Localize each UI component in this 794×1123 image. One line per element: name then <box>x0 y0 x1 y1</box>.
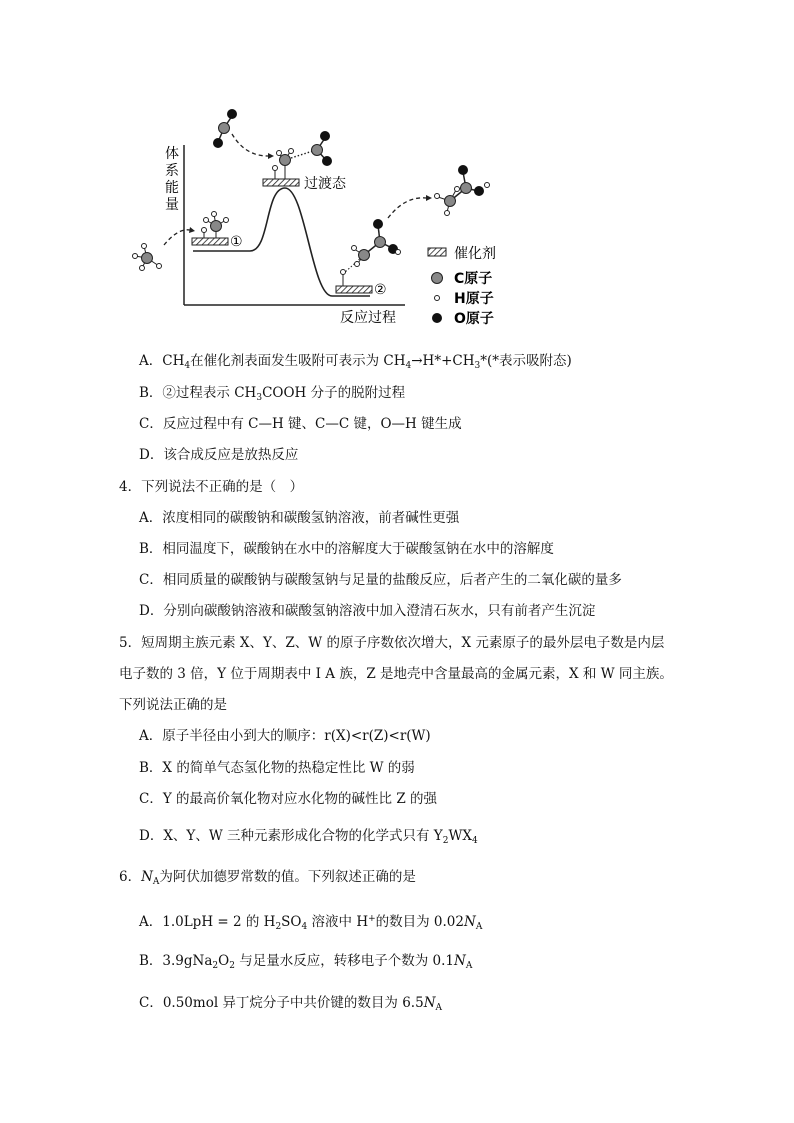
q5-stem-line-1: 5．短周期主族元素 X、Y、Z、W 的原子序数依次增大，X 元素原子的最外层电子数是内层 <box>119 635 665 651</box>
x-axis-label: 反应过程 <box>340 310 396 326</box>
y-axis-label-char: 系 <box>165 163 179 179</box>
subscript: 2 <box>212 961 219 971</box>
legend-o-label: O原子 <box>454 311 494 327</box>
subscript: A <box>435 1003 442 1013</box>
subscript: 4 <box>301 922 308 932</box>
q4-option-c: C．相同质量的碳酸钠与碳酸氢钠与足量的盐酸反应，后者产生的二氧化碳的量多 <box>139 572 622 588</box>
q3-a-text: 在催化剂表面发生吸附可表示为 CH <box>190 353 406 369</box>
q3-option-d: D．该合成反应是放热反应 <box>139 447 299 463</box>
subscript: 3 <box>474 361 481 371</box>
y-axis-label <box>165 145 179 213</box>
q3-a-text: A．CH <box>139 353 185 369</box>
q3-option-a <box>139 352 572 375</box>
co2-molecule <box>213 109 237 148</box>
subscript: 2 <box>229 961 235 971</box>
arrow-path-2 <box>232 134 268 156</box>
legend-h-swatch <box>435 296 440 301</box>
step2-label: ② <box>374 282 387 298</box>
q5-option-a: A．原子半径由小到大的顺序：r(X)<r(Z)<r(W) <box>139 728 431 744</box>
legend-catalyst-label: 催化剂 <box>454 246 496 262</box>
q6-option-b <box>139 952 472 975</box>
subscript: 2 <box>275 922 282 932</box>
step1-label: ① <box>230 234 243 250</box>
subscript: 4 <box>471 836 478 846</box>
q3-b-text: B．②过程表示 CH <box>139 385 257 401</box>
energy-diagram <box>120 100 520 336</box>
arrow-path-3 <box>388 198 426 218</box>
y-axis-label-char: 量 <box>165 197 179 213</box>
q3-option-c: C．反应过程中有 C—H 键、C—C 键，O—H 键生成 <box>139 416 462 432</box>
subscript: 3 <box>256 393 263 403</box>
q3-a-text: *(*表示吸附态) <box>480 353 572 369</box>
catalyst-plate-ts <box>263 179 299 186</box>
y-axis-label-char: 体 <box>165 146 179 162</box>
q6-stem-text: 6． <box>119 869 142 885</box>
q6-a-text: SO <box>281 914 302 930</box>
avogadro-symbol: N <box>141 869 153 885</box>
transition-state-species <box>273 131 333 179</box>
q4-option-d: D．分别向碳酸钠溶液和碳酸氢钠溶液中加入澄清石灰水，只有前者产生沉淀 <box>139 603 596 619</box>
q5-option-c: C．Y 的最高价氧化物对应水化物的碱性比 Z 的强 <box>139 791 437 807</box>
adsorbed-acetic-acid <box>341 219 401 286</box>
catalyst-plate-1 <box>192 238 228 245</box>
q6-b-text: O <box>218 953 230 969</box>
q5-stem-line-3: 下列说法正确的是 <box>119 697 227 713</box>
legend-catalyst-swatch <box>428 248 446 256</box>
q5-stem-line-2: 电子数的 3 倍，Y 位于周期表中 I A 族，Z 是地壳中含量最高的金属元素，X 和 W 同主族。 <box>119 666 673 682</box>
q6-option-c <box>139 994 442 1017</box>
q3-option-b <box>139 384 405 407</box>
q6-stem-text: 为阿伏加德罗常数的值。下列叙述正确的是 <box>159 869 416 885</box>
catalyst-plate-2 <box>336 286 372 293</box>
arrow-head-3 <box>426 195 432 201</box>
q6-b-text: 与足量水反应，转移电子个数为 0.1 <box>234 953 455 969</box>
legend-o-swatch <box>432 313 442 323</box>
q6-a-text: 溶液中 H <box>307 914 369 930</box>
avogadro-symbol: N <box>464 914 476 930</box>
subscript: 2 <box>442 836 449 846</box>
subscript: A <box>475 922 483 932</box>
q4-stem: 4．下列说法不正确的是（ ） <box>119 479 304 495</box>
legend-c-label: C原子 <box>454 271 493 287</box>
q6-a-text: A．1.0LpH = 2 的 H <box>139 914 276 930</box>
arrow-head-2 <box>268 153 274 159</box>
q5-option-b: B．X 的简单气态氢化物的热稳定性比 W 的弱 <box>139 760 415 776</box>
subscript: 4 <box>405 361 412 371</box>
q5-d-text: WX <box>448 828 472 844</box>
q6-a-text: 的数目为 0.02 <box>375 914 464 930</box>
q5-option-d <box>139 827 478 850</box>
subscript: A <box>465 961 473 971</box>
q5-d-text: D．X、Y、W 三种元素形成化合物的化学式只有 Y <box>139 828 443 844</box>
arrow-path-1 <box>164 230 190 245</box>
superscript: + <box>368 914 376 924</box>
arrow-head-1 <box>189 227 195 233</box>
q4-option-b: B．相同温度下，碳酸钠在水中的溶解度大于碳酸氢钠在水中的溶解度 <box>139 541 554 557</box>
avogadro-symbol: N <box>454 953 466 969</box>
legend-h-label: H原子 <box>454 291 494 307</box>
q6-c-text: C．0.50mol 异丁烷分子中共价键的数目为 6.5 <box>139 995 424 1011</box>
subscript: A <box>152 877 160 887</box>
subscript: 4 <box>184 361 191 371</box>
q6-b-text: B．3.9gNa <box>139 953 213 969</box>
acetic-acid-molecule <box>435 165 490 216</box>
q6-stem <box>119 868 416 891</box>
q3-b-text: COOH 分子的脱附过程 <box>262 385 406 401</box>
avogadro-symbol: N <box>423 995 436 1011</box>
y-axis-label-char: 能 <box>165 180 179 196</box>
methane-molecule <box>133 244 162 271</box>
adsorbed-methyl <box>202 212 229 239</box>
transition-label: 过渡态 <box>304 176 346 192</box>
legend-c-swatch <box>432 273 443 284</box>
q6-option-a <box>139 910 482 936</box>
q4-option-a: A．浓度相同的碳酸钠和碳酸氢钠溶液，前者碱性更强 <box>139 510 460 526</box>
q3-a-text: →H*+CH <box>411 353 475 369</box>
legend <box>428 245 496 327</box>
